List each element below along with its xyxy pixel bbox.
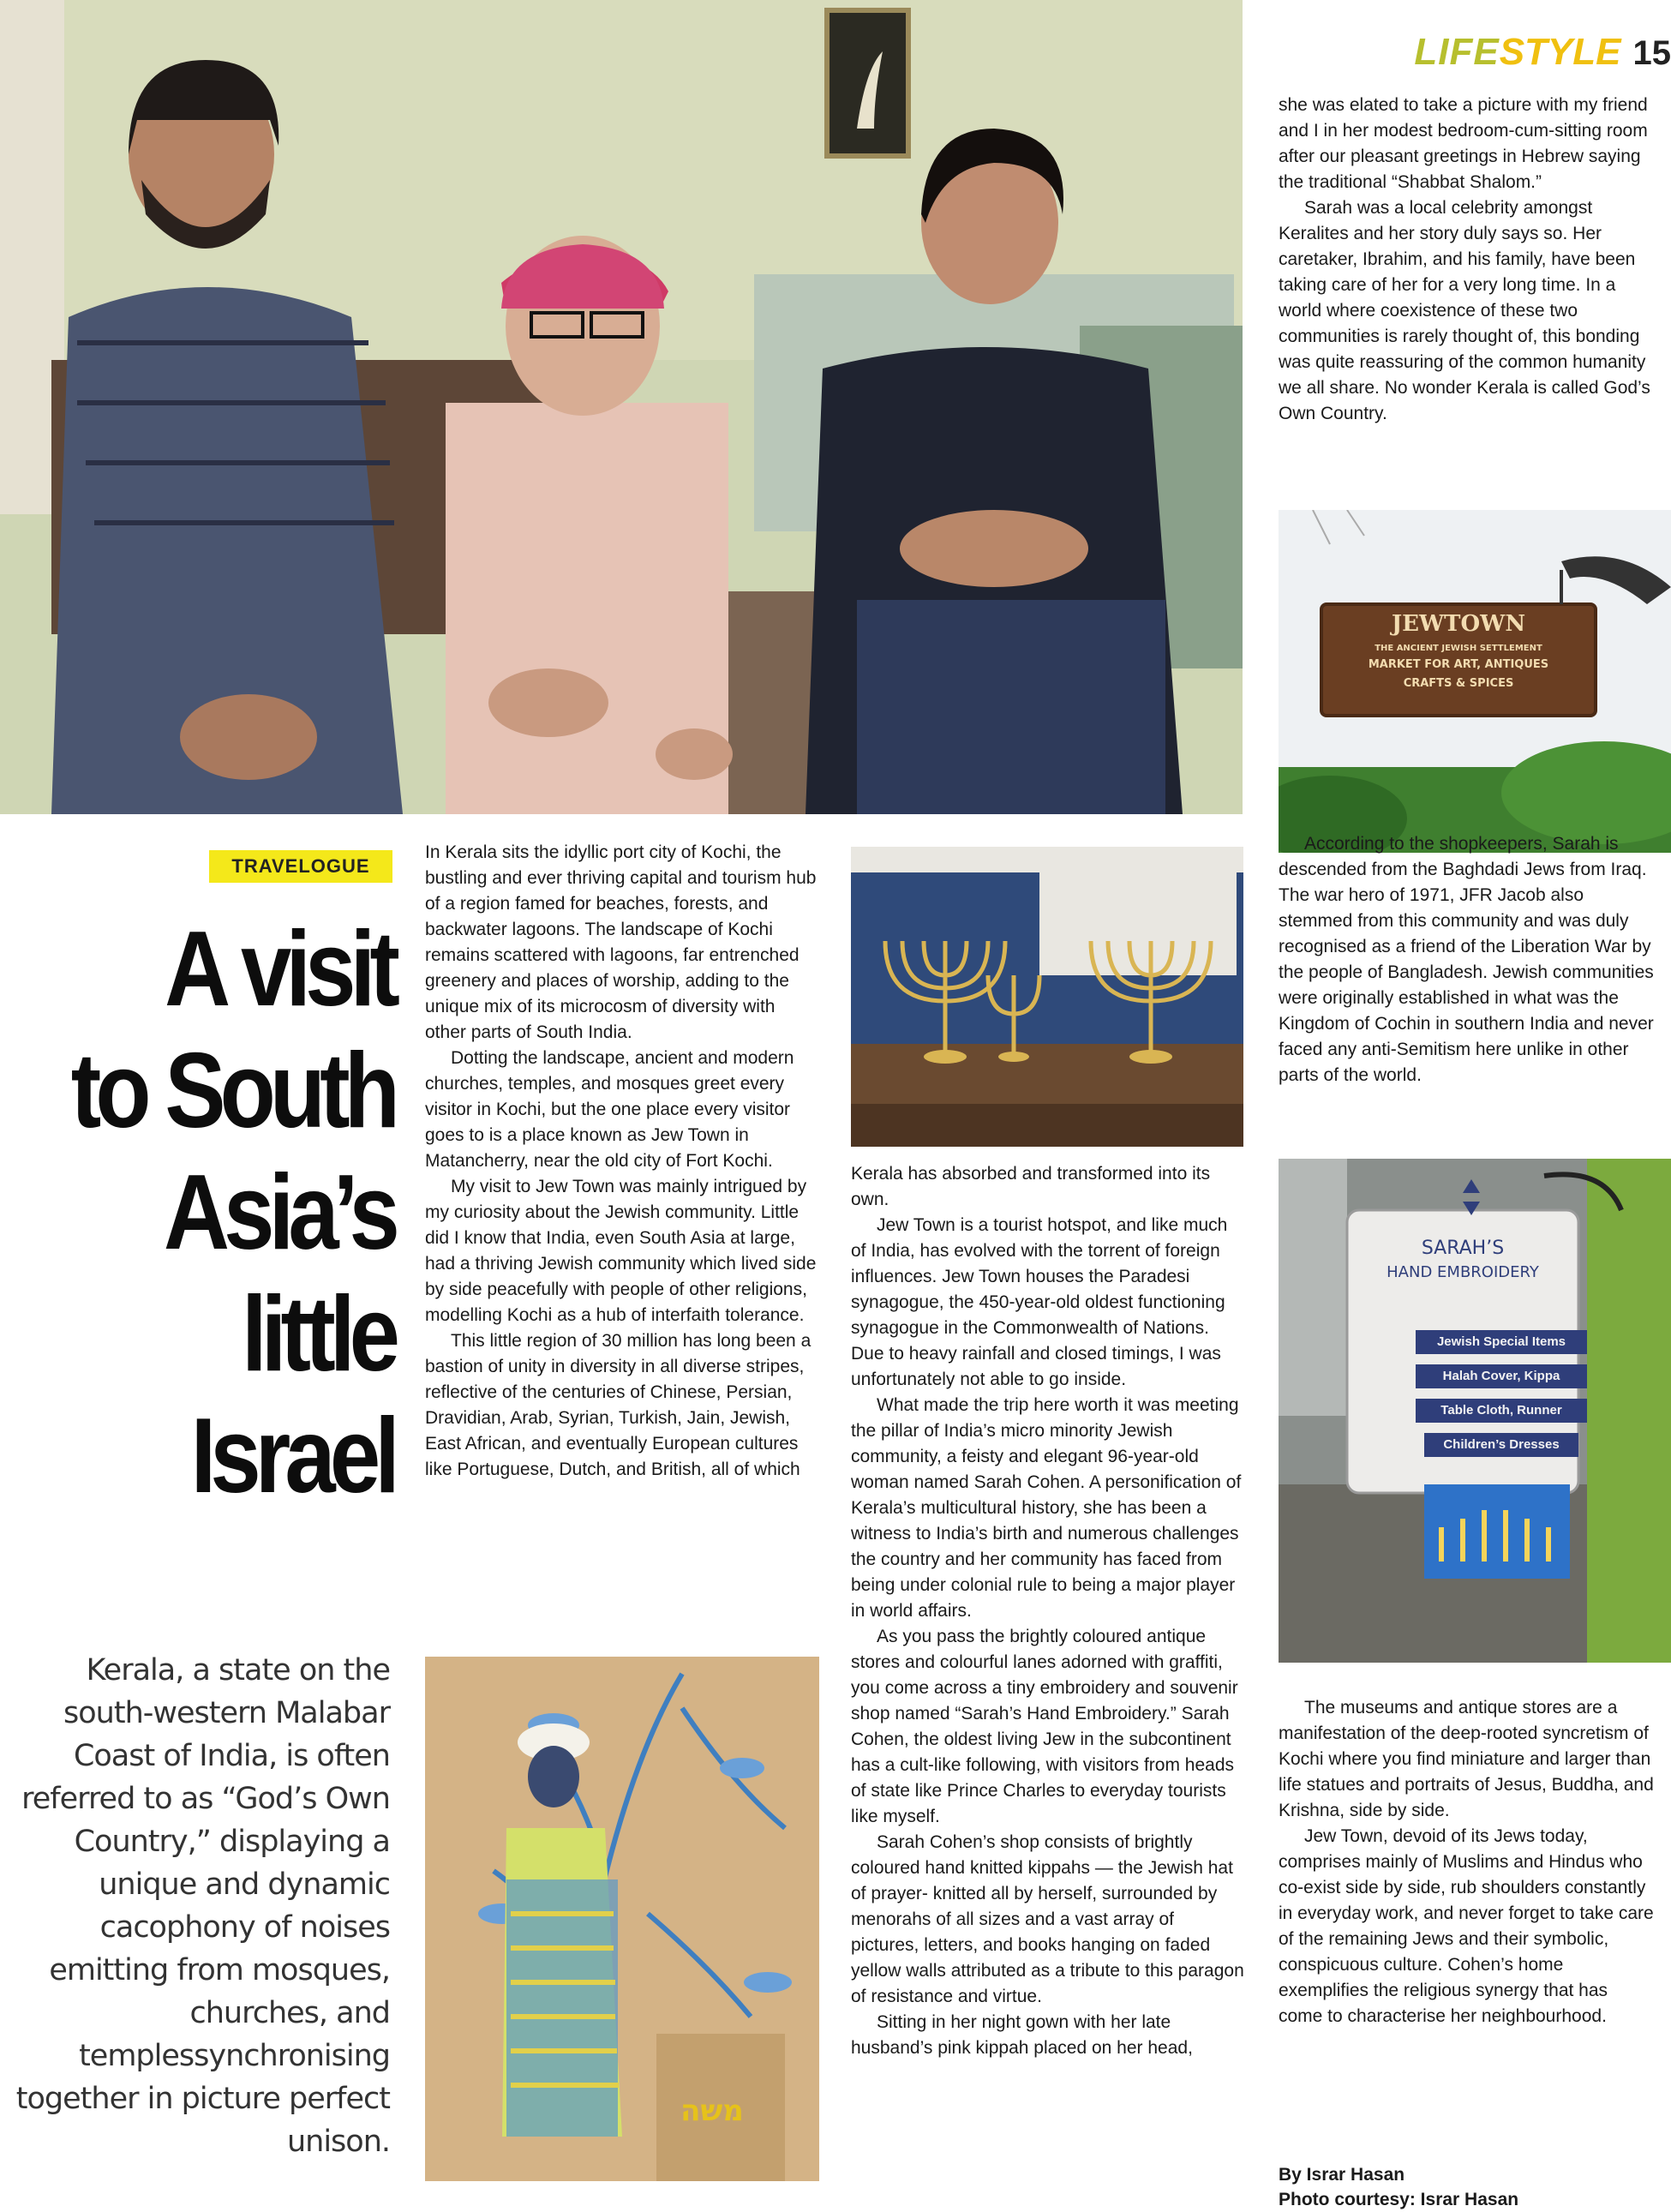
- paragraph: This little region of 30 million has long been a bastion of unity in diversity in all diverse stripes, reflective of the centuries of Chinese, Persian, Dravidian, Arab, Syrian, Turkish, Jain, Jewish, East African, and eventually European cultures like Portuguese, Dutch, and British, all of which: [425, 1328, 819, 1483]
- paragraph: According to the shopkeepers, Sarah is descended from the Baghdadi Jews from Iraq. The war hero of 1971, JFR Jacob also stemmed from this community and was duly recognised as a friend of the Liberation War by the people of Bangladesh. Jewish communities were originally established in what was the Kingdom of Cochin in southern India and never faced any anti-Semitism here unlike in other parts of the world.: [1279, 831, 1656, 1088]
- jewtown-sign-line4: CRAFTS & SPICES: [1321, 676, 1596, 692]
- paragraph: My visit to Jew Town was mainly intrigued by my curiosity about the Jewish community. Little did I know that India, even South Asia at large, had a thriving Jewish community which lived side by side peacefully with people of other religions, modelling Kochi as a hub of interfaith tolerance.: [425, 1174, 819, 1328]
- jewtown-sign-line2: THE ANCIENT JEWISH SETTLEMENT: [1321, 643, 1596, 655]
- page-number: 15: [1633, 34, 1671, 72]
- hero-photo-illustration: [0, 0, 1243, 814]
- paragraph: she was elated to take a picture with my friend and I in her modest bedroom-cum-sitting room after our pleasant greetings in Hebrew saying the traditional “Shabbat Shalom.”: [1279, 93, 1656, 195]
- headline-line: A visit: [70, 908, 394, 1030]
- headline-line: Asia’s: [70, 1152, 394, 1274]
- headline: [70, 908, 394, 1517]
- shop-sign-line2: HAND EMBROIDERY: [1347, 1262, 1578, 1284]
- hero-photo: [0, 0, 1243, 814]
- paragraph: Sarah was a local celebrity amongst Keralites and her story duly says so. Her caretaker, Ibrahim, and his family, have been taking care of her for a very long time. In a world where coexistence of these two communities is rarely thought of, this bonding was quite reassuring of the common humanity we all share. No wonder Kerala is called God’s Own Country.: [1279, 195, 1656, 427]
- headline-line: little: [70, 1274, 394, 1395]
- byline-author: By Israr Hasan: [1279, 2162, 1656, 2187]
- byline-photo-credit: Photo courtesy: Israr Hasan: [1279, 2187, 1656, 2212]
- paragraph: Kerala has absorbed and transformed into its own.: [851, 1161, 1245, 1213]
- paragraph: In Kerala sits the idyllic port city of Kochi, the bustling and ever thriving capital and tourism hub of a region famed for beaches, forests, and backwater lagoons. The landscape of Kochi remains scattered with lagoons, far entrenched greenery and places of worship, adding to the unique mix of its microcosm of diversity with other parts of South India.: [425, 840, 819, 1046]
- section-kicker: TRAVELOGUE: [209, 850, 392, 883]
- headline-line: to South: [70, 1030, 394, 1152]
- shop-sign-photo: [1279, 1159, 1671, 1663]
- column2-text: [851, 1161, 1245, 2061]
- shop-sign-line6: Children’s Dresses: [1424, 1436, 1578, 1454]
- shop-sign-line5: Table Cloth, Runner: [1416, 1401, 1587, 1420]
- jewtown-sign-line3: MARKET FOR ART, ANTIQUES: [1321, 657, 1596, 673]
- section-name-style: STYLE: [1500, 31, 1621, 73]
- paragraph: Sarah Cohen’s shop consists of brightly coloured hand knitted kippahs — the Jewish hat of prayer- knitted all by herself, surrounded by menorahs of all sizes and a vast array of pictures, letters, and books hanging on faded yellow walls attributed as a tribute to this paragon of resistance and virtue.: [851, 1830, 1245, 2010]
- standfirst: Kerala, a state on the south-western Malabar Coast of India, is often referred to as “God’s Own Country,” displaying a unique and dynamic cacophony of noises emitting from mosques, churches, and templessynchronising together in picture perfect unison.: [0, 1649, 390, 2163]
- graffiti-photo: [425, 1657, 819, 2181]
- column3-bottom-text: [1279, 1695, 1656, 2029]
- paragraph: Jew Town, devoid of its Jews today, comprises mainly of Muslims and Hindus who co-exist side by side, rub shoulders constantly in everyday work, and never forget to take care of the remaining Jews and their symbolic, conspicuous culture. Cohen’s home exemplifies the religious synergy that has come to characterise her neighbourhood.: [1279, 1824, 1656, 2029]
- shop-sign-line3: Jewish Special Items: [1416, 1333, 1587, 1352]
- menorahs-illustration: [851, 847, 1243, 1147]
- graffiti-hebrew-text: משה: [656, 2094, 768, 2128]
- paragraph: Dotting the landscape, ancient and modern churches, temples, and mosques greet every visitor in Kochi, but the one place every visitor goes to is a place known as Jew Town in Matancherry, near the old city of Fort Kochi.: [425, 1046, 819, 1174]
- paragraph: Sitting in her night gown with her late husband’s pink kippah placed on her head,: [851, 2010, 1245, 2061]
- jewtown-sign-photo: [1279, 510, 1671, 853]
- jewtown-sign-title: JEWTOWN: [1321, 611, 1596, 637]
- shop-sign-line1: SARAH’S: [1347, 1238, 1578, 1260]
- section-name-life: LIFE: [1414, 31, 1499, 73]
- paragraph: As you pass the brightly coloured antique stores and colourful lanes adorned with graffiti, you come across a tiny embroidery and souvenir shop named “Sarah’s Hand Embroidery.” Sarah Cohen, the oldest living Jew in the subcontinent has a cult-like following, with visitors from heads of state like Prince Charles to everyday tourists like myself.: [851, 1624, 1245, 1830]
- shop-sign-line4: Halah Cover, Kippa: [1416, 1367, 1587, 1386]
- paragraph: Jew Town is a tourist hotspot, and like much of India, has evolved with the torrent of foreign influences. Jew Town houses the Paradesi synagogue, the 450-year-old oldest functioning synagogue in the Commonwealth of Nations. Due to heavy rainfall and closed timings, I was unfortunately not able to go inside.: [851, 1213, 1245, 1393]
- paragraph: What made the trip here worth it was meeting the pillar of India’s micro minority Jewish community, a feisty and elegant 96-year-old woman named Sarah Cohen. A personification of Kerala’s multicultural history, she has been a witness to India’s birth and numerous challenges the country and her community has faced from being under colonial rule to being a major player in world affairs.: [851, 1393, 1245, 1624]
- menorahs-photo: [851, 847, 1243, 1147]
- column3-middle-text: [1279, 831, 1656, 1088]
- headline-line: Israel: [70, 1395, 394, 1517]
- column3-top-text: [1279, 93, 1656, 427]
- masthead: [1311, 31, 1671, 74]
- byline: [1279, 2162, 1656, 2212]
- paragraph: The museums and antique stores are a manifestation of the deep-rooted syncretism of Kochi where you find miniature and larger than life statues and portraits of Jesus, Buddha, and Krishna, side by side.: [1279, 1695, 1656, 1824]
- column1-text: [425, 840, 819, 1483]
